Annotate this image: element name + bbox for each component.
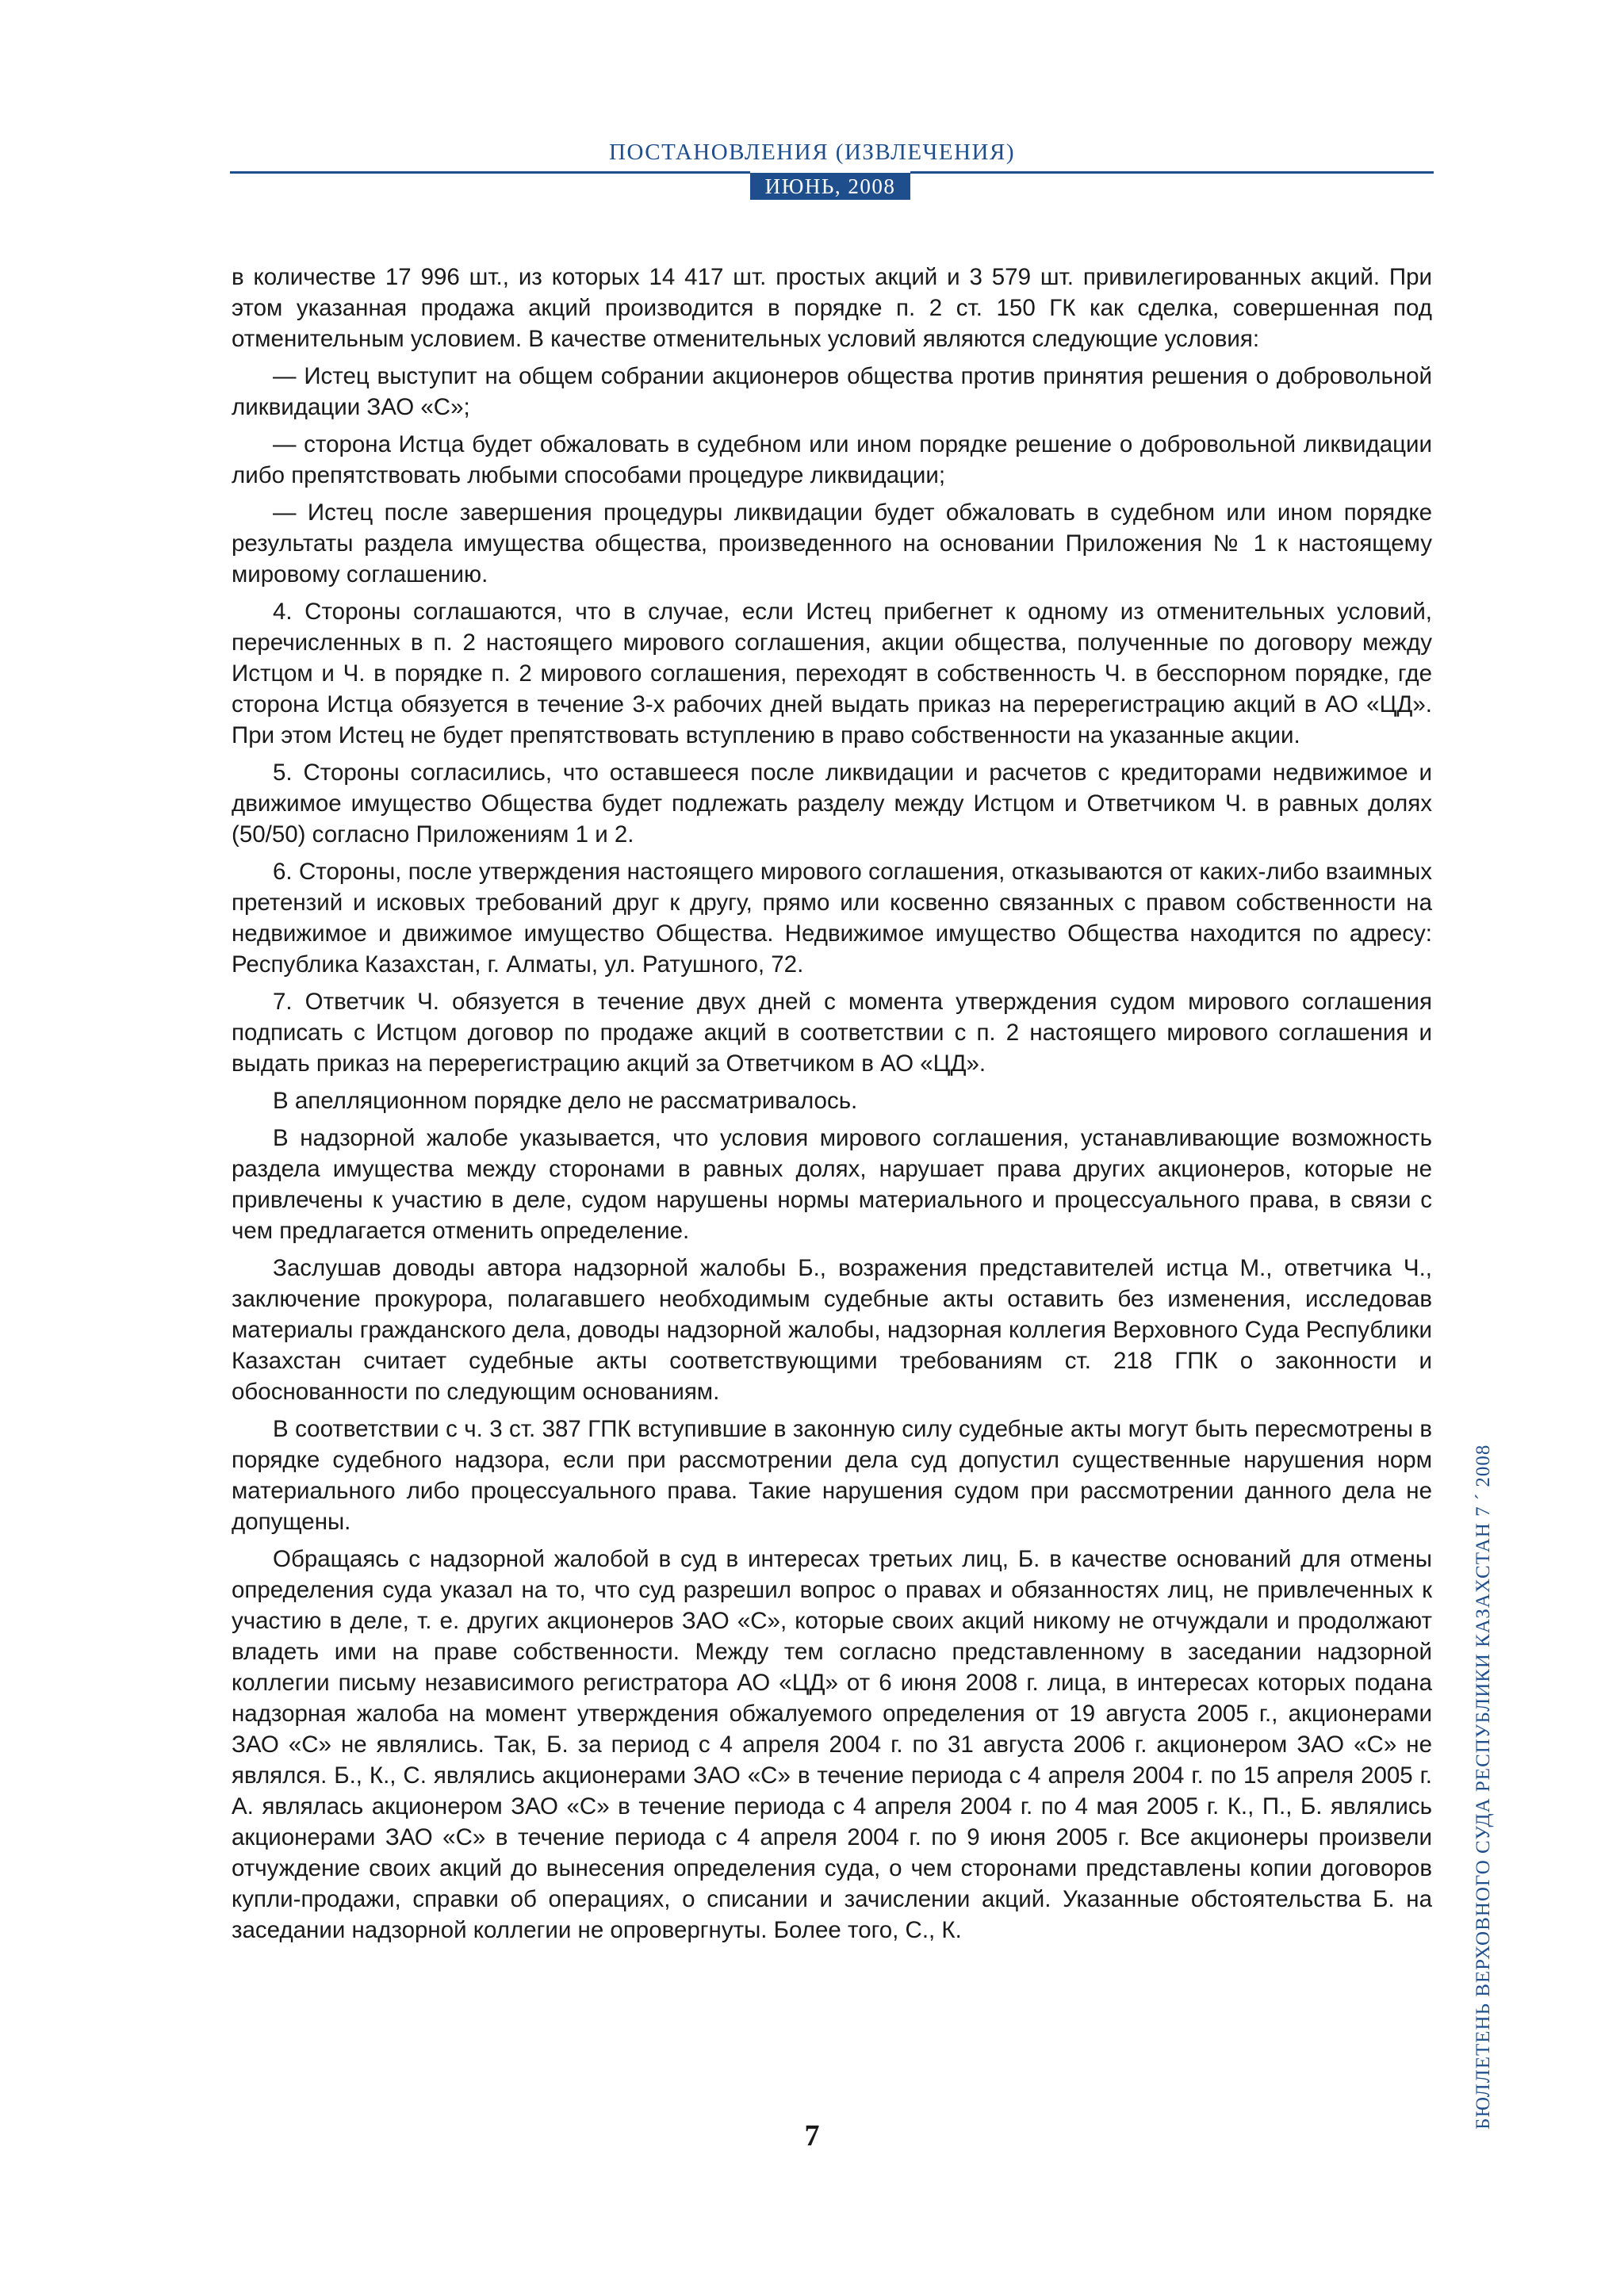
paragraph-3: — Истец после завершения процедуры ликвидации будет обжаловать в судебном или ином порядке результаты раздела имущества общества, произведенного на основании Приложения № 1 к настоящему мировому соглашению. xyxy=(232,499,1432,587)
paragraph-1: — Истец выступит на общем собрании акционеров общества против принятия решения о добровольной ликвидации ЗАО «С»; xyxy=(232,363,1432,420)
paragraph-9: В надзорной жалобе указывается, что условия мирового соглашения, устанавливающие возможность раздела имущества между сторонами в равных долях, нарушает права других акционеров, которые не привлечены к участию в деле, судом нарушены нормы материального и процессуального права, в связи с чем предлагается отменить определение. xyxy=(232,1125,1432,1244)
bulletin-side-caption: БЮЛЛЕТЕНЬ ВЕРХОВНОГО СУДА РЕСПУБЛИКИ КАЗАХСТАН 7 ´ 2008 xyxy=(1473,1444,1494,2130)
paragraph-7: 7. Ответчик Ч. обязуется в течение двух дней с момента утверждения судом мирового соглашения подписать с Истцом договор по продаже акций в соответствии с п. 2 настоящего мирового соглашения и выдать приказ на перерегистрацию акций за Ответчиком в АО «ЦД». xyxy=(232,989,1432,1077)
header-rule-left xyxy=(230,171,750,174)
page-header xyxy=(0,0,1624,206)
paragraph-6: 6. Стороны, после утверждения настоящего мирового соглашения, отказываются от каких-либо взаимных претензий и исковых требований друг к другу, прямо или косвенно связанных с правом собственности на недвижимое и движимое имущество Общества. Недвижимое имущество Общества находится по адресу: Республика Казахстан, г. Алматы, ул. Ратушного, 72. xyxy=(232,859,1432,978)
page-number: 7 xyxy=(804,2119,820,2152)
section-title: ПОСТАНОВЛЕНИЯ (ИЗВЛЕЧЕНИЯ) xyxy=(609,140,1015,165)
issue-date-badge: ИЮНЬ, 2008 xyxy=(750,173,910,200)
paragraph-10: Заслушав доводы автора надзорной жалобы Б., возражения представителей истца М., ответчика Ч., заключение прокурора, полагавшего необходимым судебные акты оставить без изменения, исследовав материалы гражданского дела, доводы надзорной жалобы, надзорная коллегия Верховного Суда Республики Казахстан считает судебные акты соответствующими требованиям ст. 218 ГПК о законности и обоснованности по следующим основаниям. xyxy=(232,1255,1432,1405)
body-text xyxy=(232,262,1432,1952)
paragraph-5: 5. Стороны согласились, что оставшееся после ликвидации и расчетов с кредиторами недвижимое и движимое имущество Общества будет подлежать разделу между Истцом и Ответчиком Ч. в равных долях (50/50) согласно Приложениям 1 и 2. xyxy=(232,760,1432,848)
paragraph-12: Обращаясь с надзорной жалобой в суд в интересах третьих лиц, Б. в качестве оснований для отмены определения суда указал на то, что суд разрешил вопрос о правах и обязанностях лиц, не привлеченных к участию в деле, т. е. других акционеров ЗАО «С», которые своих акций никому не отчуждали и продолжают владеть ими на праве собственности. Между тем согласно представленному в заседании надзорной коллегии письму независимого регистратора АО «ЦД» от 6 июня 2008 г. лица, в интересах которых подана надзорная жалоба на момент утверждения обжалуемого определения от 19 августа 2005 г., акционерами ЗАО «С» не являлись. Так, Б. за период с 4 апреля 2004 г. по 31 августа 2006 г. акционером ЗАО «С» не являлся. Б., К., С. являлись акционерами ЗАО «С» в течение периода с 4 апреля 2004 г. по 15 апреля 2005 г. А. являлась акционером ЗАО «С» в течение периода с 4 апреля 2004 г. по 4 мая 2005 г. К., П., Б. являлись акционерами ЗАО «С» в течение периода с 4 апреля 2004 г. по 9 июня 2005 г. Все акционеры произвели отчуждение своих акций до вынесения определения суда, о чем сторонами представлены копии договоров купли-продажи, справки об операциях, о списании и зачислении акций. Указанные обстоятельства Б. на заседании надзорной коллегии не опровергнуты. Более того, С., К. xyxy=(232,1546,1432,1943)
paragraph-0: в количестве 17 996 шт., из которых 14 417 шт. простых акций и 3 579 шт. привилегированных акций. При этом указанная продажа акций производится в порядке п. 2 ст. 150 ГК как сделка, совершенная под отменительным условием. В качестве отменительных условий являются следующие условия: xyxy=(232,264,1432,352)
paragraph-8: В апелляционном порядке дело не рассматривалось. xyxy=(273,1088,858,1114)
paragraph-2: — сторона Истца будет обжаловать в судебном или ином порядке решение о добровольной ликвидации либо препятствовать любыми способами процедуре ликвидации; xyxy=(232,431,1432,488)
header-rule-right xyxy=(910,171,1434,174)
paragraph-4: 4. Стороны соглашаются, что в случае, если Истец прибегнет к одному из отменительных условий, перечисленных в п. 2 настоящего мирового соглашения, акции общества, полученные по договору между Истцом и Ч. в порядке п. 2 мирового соглашения, переходят в собственность Ч. в бесспорном порядке, где сторона Истца обязуется в течение 3-х рабочих дней выдать приказ на перерегистрацию акций в АО «ЦД». При этом Истец не будет препятствовать вступлению в право собственности на указанные акции. xyxy=(232,599,1432,748)
paragraph-11: В соответствии с ч. 3 ст. 387 ГПК вступившие в законную силу судебные акты могут быть пересмотрены в порядке судебного надзора, если при рассмотрении дела суд допустил существенные нарушения норм материального либо процессуального права. Такие нарушения судом при рассмотрении данного дела не допущены. xyxy=(232,1416,1432,1535)
